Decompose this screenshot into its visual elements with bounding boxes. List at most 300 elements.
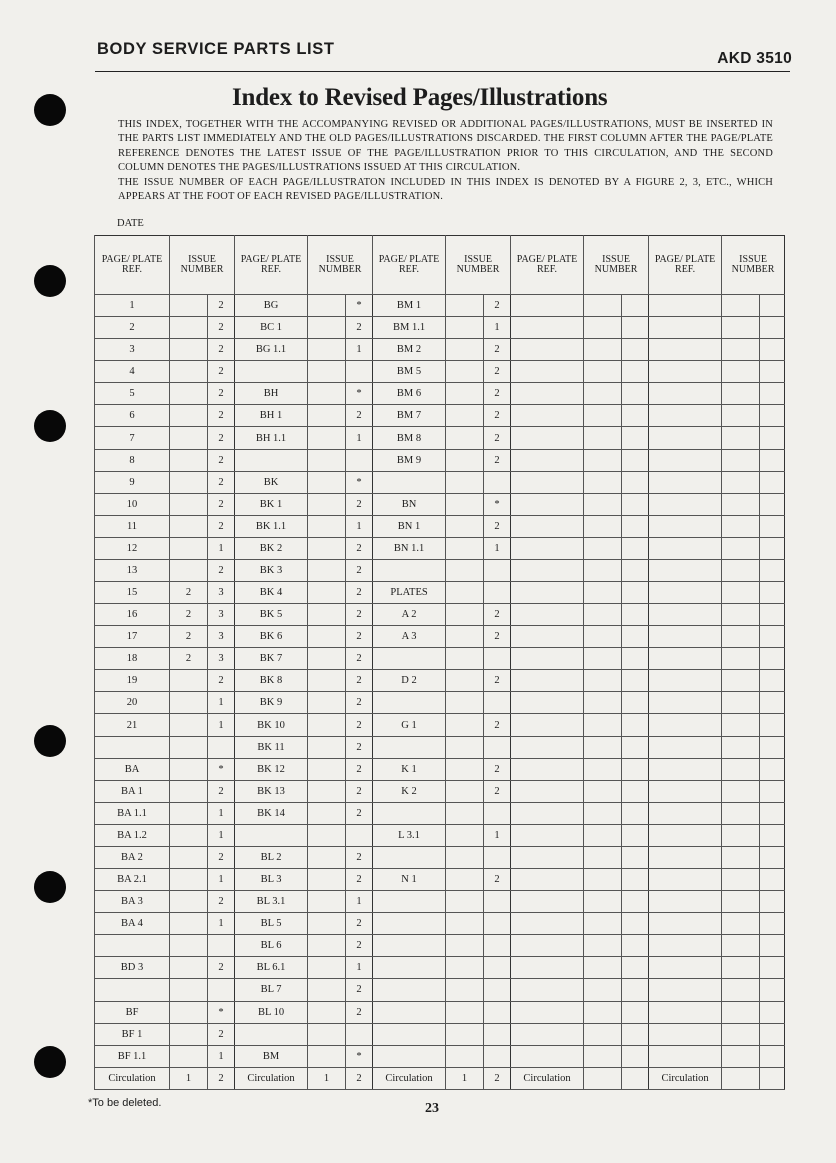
current-issue-cell [484,1023,511,1045]
page-ref-cell [511,758,584,780]
current-issue-cell [760,493,785,515]
current-issue-cell: 2 [484,361,511,383]
page-ref-cell [649,626,722,648]
prior-issue-cell [584,692,622,714]
current-issue-cell [484,935,511,957]
table-row [95,758,785,780]
table-row [95,361,785,383]
prior-issue-cell [308,1001,346,1023]
current-issue-cell: 2 [346,869,373,891]
prior-issue-cell [446,1023,484,1045]
prior-issue-cell [308,383,346,405]
page-ref-cell: A 3 [373,626,446,648]
current-issue-cell [622,295,649,317]
table-row [95,780,785,802]
page-ref-cell [373,648,446,670]
page-ref-cell [649,846,722,868]
prior-issue-cell [308,802,346,824]
page-ref-cell [373,692,446,714]
prior-issue-cell [584,1001,622,1023]
current-issue-cell: 2 [346,935,373,957]
intro-paragraph: THIS INDEX, TOGETHER WITH THE ACCOMPANYING REVISED OR ADDITIONAL PAGES/ILLUSTRATIONS, MUST BE INSERTED IN THE PARTS LIST IMMEDIATELY AND THE OLD PAGES/ILLUSTRATIONS DISCARDED. THE FIRST COLUMN AFTER THE PAGE/PLATE REFERENCE DENOTES THE LATEST ISSUE OF THE PAGE/ILLUSTRATION PRIOR TO THIS CIRCULATION, AND THE SECOND COLUMN DENOTES THE PAGES/ILLUSTRATIONS ISSUED AT THIS CIRCULATION. [118,119,773,173]
prior-issue-cell [584,935,622,957]
prior-issue-cell [584,604,622,626]
current-issue-cell: 2 [208,317,235,339]
current-issue-cell: 2 [484,758,511,780]
current-issue-cell: 1 [208,1045,235,1067]
current-issue-cell [760,626,785,648]
prior-issue-cell [584,383,622,405]
current-issue-cell [622,692,649,714]
current-issue-cell [208,935,235,957]
page-ref-cell [511,361,584,383]
current-issue-cell: 2 [208,493,235,515]
page-ref-cell: BA 1.2 [95,824,170,846]
prior-issue-cell [446,339,484,361]
table-row [95,824,785,846]
page-ref-cell [649,427,722,449]
current-issue-cell [622,559,649,581]
prior-issue-cell [446,869,484,891]
current-issue-cell [622,648,649,670]
page-ref-cell [649,1023,722,1045]
prior-issue-cell [170,869,208,891]
prior-issue-cell [446,758,484,780]
prior-issue-cell [722,692,760,714]
current-issue-cell: 2 [346,604,373,626]
circulation-number: 2 [346,1067,373,1089]
page-ref-cell [511,317,584,339]
current-issue-cell: 2 [346,559,373,581]
table-row [95,891,785,913]
prior-issue-cell [722,582,760,604]
page-ref-cell [649,979,722,1001]
current-issue-cell: 1 [208,913,235,935]
circulation-number: 1 [446,1067,484,1089]
current-issue-cell [484,846,511,868]
prior-issue-cell [722,891,760,913]
prior-issue-cell [722,604,760,626]
current-issue-cell [484,1045,511,1067]
current-issue-cell: 1 [346,427,373,449]
prior-issue-cell [446,493,484,515]
prior-issue-cell [584,802,622,824]
prior-issue-cell [308,714,346,736]
page-ref-cell: 3 [95,339,170,361]
current-issue-cell [622,780,649,802]
current-issue-cell: 2 [484,383,511,405]
current-issue-cell: * [208,758,235,780]
page-ref-cell [649,714,722,736]
prior-issue-cell [584,1045,622,1067]
page-ref-cell [649,913,722,935]
prior-issue-cell [446,361,484,383]
prior-issue-cell [584,869,622,891]
prior-issue-cell [584,537,622,559]
page-ref-cell [373,846,446,868]
page-ref-cell: 12 [95,537,170,559]
current-issue-cell [760,891,785,913]
current-issue-cell: 1 [208,802,235,824]
current-issue-cell [622,913,649,935]
prior-issue-cell [170,714,208,736]
current-issue-cell [484,802,511,824]
prior-issue-cell [170,670,208,692]
current-issue-cell [346,824,373,846]
current-issue-cell: 2 [346,626,373,648]
prior-issue-cell [308,869,346,891]
prior-issue-cell [584,780,622,802]
current-issue-cell: 3 [208,648,235,670]
table-row [95,670,785,692]
page-ref-cell: BL 10 [235,1001,308,1023]
page-ref-cell [511,604,584,626]
current-issue-cell: 2 [484,405,511,427]
page-ref-cell [511,802,584,824]
page-ref-cell: BL 3 [235,869,308,891]
page-ref-cell [373,891,446,913]
prior-issue-cell [308,935,346,957]
page-ref-cell [511,339,584,361]
page-ref-cell [649,559,722,581]
current-issue-cell [622,427,649,449]
page-ref-cell [649,582,722,604]
current-issue-cell: 2 [484,295,511,317]
prior-issue-cell [308,913,346,935]
current-issue-cell [346,1023,373,1045]
current-issue-cell: 2 [346,846,373,868]
page-ref-cell: BK 13 [235,780,308,802]
binder-hole [34,871,66,903]
current-issue-cell: 2 [208,515,235,537]
prior-issue-cell [584,957,622,979]
prior-issue-cell [308,891,346,913]
prior-issue-cell [722,383,760,405]
current-issue-cell [760,692,785,714]
page-ref-cell [373,471,446,493]
page-ref-cell: BH 1.1 [235,427,308,449]
page-ref-cell [649,493,722,515]
page-ref-cell [649,648,722,670]
current-issue-cell [760,471,785,493]
circulation-number [722,1067,760,1089]
prior-issue-cell [308,449,346,471]
current-issue-cell: 2 [208,339,235,361]
current-issue-cell [622,1023,649,1045]
current-issue-cell [760,913,785,935]
current-issue-cell: 2 [346,405,373,427]
current-issue-cell [622,361,649,383]
current-issue-cell: 3 [208,604,235,626]
current-issue-cell: 2 [346,736,373,758]
page-ref-cell [511,957,584,979]
prior-issue-cell: 2 [170,648,208,670]
circulation-label: Circulation [235,1067,308,1089]
prior-issue-cell [584,405,622,427]
current-issue-cell [622,979,649,1001]
current-issue-cell [346,449,373,471]
current-issue-cell: 1 [484,537,511,559]
page-ref-cell [511,405,584,427]
current-issue-cell [760,824,785,846]
prior-issue-cell [722,471,760,493]
current-issue-cell: * [484,493,511,515]
current-issue-cell [484,979,511,1001]
page-ref-cell [511,537,584,559]
page-ref-cell: BK 8 [235,670,308,692]
prior-issue-cell [446,824,484,846]
table-row [95,405,785,427]
prior-issue-cell [170,427,208,449]
current-issue-cell: 2 [346,758,373,780]
current-issue-cell: 2 [208,957,235,979]
page-ref-cell: BC 1 [235,317,308,339]
page-ref-cell [511,295,584,317]
table-row [95,471,785,493]
prior-issue-cell [308,339,346,361]
current-issue-cell: 2 [346,670,373,692]
current-issue-cell: 1 [208,537,235,559]
table-row [95,449,785,471]
header-issue-number: ISSUE NUMBER [446,236,511,295]
prior-issue-cell [446,449,484,471]
prior-issue-cell [584,913,622,935]
current-issue-cell [622,670,649,692]
page-ref-cell: 20 [95,692,170,714]
prior-issue-cell [584,317,622,339]
prior-issue-cell [584,427,622,449]
current-issue-cell [622,869,649,891]
prior-issue-cell [446,383,484,405]
prior-issue-cell [722,317,760,339]
prior-issue-cell [446,626,484,648]
current-issue-cell [622,604,649,626]
page-ref-cell [649,736,722,758]
page-ref-cell [649,891,722,913]
current-issue-cell: 2 [484,339,511,361]
current-issue-cell [760,449,785,471]
current-issue-cell [622,582,649,604]
page-ref-cell: 21 [95,714,170,736]
prior-issue-cell [722,957,760,979]
table-row [95,559,785,581]
prior-issue-cell [722,626,760,648]
prior-issue-cell [170,935,208,957]
prior-issue-cell [446,471,484,493]
page-ref-cell: BL 3.1 [235,891,308,913]
current-issue-cell: 2 [484,626,511,648]
page-ref-cell [511,1001,584,1023]
prior-issue-cell [722,780,760,802]
circulation-label: Circulation [511,1067,584,1089]
current-issue-cell: 1 [484,317,511,339]
page-ref-cell: BL 7 [235,979,308,1001]
prior-issue-cell [584,339,622,361]
page-ref-cell [649,295,722,317]
prior-issue-cell [308,824,346,846]
prior-issue-cell [584,736,622,758]
header-page-plate-ref: PAGE/ PLATE REF. [235,236,308,295]
binder-hole [34,1046,66,1078]
prior-issue-cell [584,626,622,648]
prior-issue-cell [446,295,484,317]
prior-issue-cell [722,427,760,449]
prior-issue-cell [308,493,346,515]
current-issue-cell [760,339,785,361]
current-issue-cell [760,935,785,957]
page-ref-cell: 8 [95,449,170,471]
page-ref-cell: BG 1.1 [235,339,308,361]
page-ref-cell: BL 6.1 [235,957,308,979]
prior-issue-cell: 2 [170,626,208,648]
prior-issue-cell [308,295,346,317]
prior-issue-cell [722,1001,760,1023]
table-row [95,427,785,449]
page-ref-cell [373,1023,446,1045]
page-ref-cell [511,670,584,692]
page-ref-cell: 4 [95,361,170,383]
prior-issue-cell [446,780,484,802]
page-ref-cell: BA 4 [95,913,170,935]
header-page-plate-ref: PAGE/ PLATE REF. [511,236,584,295]
current-issue-cell [760,1001,785,1023]
page-ref-cell [649,515,722,537]
page-ref-cell: K 1 [373,758,446,780]
current-issue-cell [484,559,511,581]
page-ref-cell [649,758,722,780]
current-issue-cell [760,317,785,339]
page-ref-cell [649,449,722,471]
prior-issue-cell [170,891,208,913]
current-issue-cell: 2 [484,869,511,891]
page-ref-cell [511,846,584,868]
page-ref-cell [511,824,584,846]
page-ref-cell: L 3.1 [373,824,446,846]
prior-issue-cell [170,295,208,317]
prior-issue-cell [308,670,346,692]
current-issue-cell: * [346,471,373,493]
page-ref-cell: 11 [95,515,170,537]
circulation-number [760,1067,785,1089]
page-ref-cell: 2 [95,317,170,339]
page-ref-cell [373,1001,446,1023]
header-rule [95,71,790,72]
current-issue-cell: 2 [208,471,235,493]
binder-hole [34,94,66,126]
prior-issue-cell [170,405,208,427]
page-ref-cell [649,604,722,626]
table-row [95,935,785,957]
current-issue-cell: 2 [484,670,511,692]
prior-issue-cell [308,361,346,383]
current-issue-cell: 2 [208,670,235,692]
page-ref-cell [511,582,584,604]
table-row [95,317,785,339]
current-issue-cell [484,692,511,714]
page-ref-cell [95,979,170,1001]
current-issue-cell [622,405,649,427]
page-ref-cell: BK 1.1 [235,515,308,537]
page-ref-cell [511,559,584,581]
current-issue-cell [484,582,511,604]
prior-issue-cell [308,427,346,449]
current-issue-cell [760,361,785,383]
prior-issue-cell [170,471,208,493]
page-ref-cell [373,957,446,979]
current-issue-cell [760,537,785,559]
page-ref-cell: BF [95,1001,170,1023]
binder-hole [34,410,66,442]
page-ref-cell: BA [95,758,170,780]
prior-issue-cell [722,559,760,581]
prior-issue-cell [722,935,760,957]
page-ref-cell: BM 6 [373,383,446,405]
prior-issue-cell [584,758,622,780]
table-row [95,648,785,670]
prior-issue-cell [446,714,484,736]
table-row [95,714,785,736]
page-ref-cell [649,537,722,559]
page-ref-cell [235,361,308,383]
current-issue-cell: 2 [208,1023,235,1045]
current-issue-cell: 2 [208,846,235,868]
prior-issue-cell [584,648,622,670]
circulation-number [584,1067,622,1089]
page-ref-cell: BK 7 [235,648,308,670]
prior-issue-cell [722,1045,760,1067]
page-ref-cell [95,736,170,758]
current-issue-cell [760,515,785,537]
page-ref-cell: BL 5 [235,913,308,935]
page-ref-cell [373,1045,446,1067]
page-ref-cell [235,1023,308,1045]
prior-issue-cell [308,317,346,339]
current-issue-cell [760,1023,785,1045]
current-issue-cell: 2 [346,317,373,339]
current-issue-cell [622,714,649,736]
current-issue-cell: 2 [346,913,373,935]
current-issue-cell [760,758,785,780]
current-issue-cell [760,604,785,626]
page-ref-cell: 15 [95,582,170,604]
current-issue-cell: * [346,1045,373,1067]
prior-issue-cell [170,1001,208,1023]
page-ref-cell: A 2 [373,604,446,626]
current-issue-cell [760,714,785,736]
page-ref-cell [373,736,446,758]
prior-issue-cell [446,802,484,824]
binder-hole [34,265,66,297]
page-ref-cell: D 2 [373,670,446,692]
page-ref-cell [511,736,584,758]
page-ref-cell: N 1 [373,869,446,891]
table-row [95,1045,785,1067]
circulation-number [622,1067,649,1089]
current-issue-cell: 1 [346,515,373,537]
table-row [95,979,785,1001]
current-issue-cell [622,758,649,780]
prior-issue-cell [308,1045,346,1067]
current-issue-cell [760,780,785,802]
table-row [95,692,785,714]
prior-issue-cell [170,339,208,361]
current-issue-cell [622,339,649,361]
prior-issue-cell [722,295,760,317]
page-ref-cell [373,913,446,935]
page-ref-cell [511,493,584,515]
prior-issue-cell [584,515,622,537]
page-ref-cell: BN 1.1 [373,537,446,559]
